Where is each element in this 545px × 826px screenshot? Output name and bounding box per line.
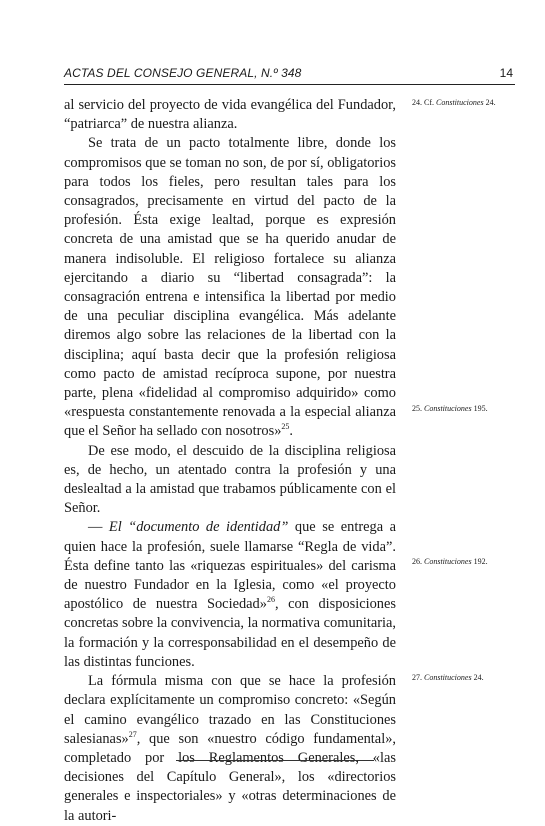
- footnote-ref-25: 25: [281, 422, 290, 432]
- section-heading-inline: El “documento de identidad”: [108, 519, 289, 536]
- paragraph-4: — El “documento de identidad” que se entrega a quien hace la profesión, suele llamarse “Regla de vida”. Ésta define tanto las «riquezas espirituales» del carisma de nuestro Fundador en la Iglesia, como «el proyecto apostólico de nuestra Sociedad»$^{26}$, con disposiciones concretas sobre la convivencia, la normativa comunitaria, la formación y la corresponsabilidad en el desempeño de las distintas funciones.: [64, 519, 396, 670]
- margin-note-27: 27. Constituciones 24.: [412, 673, 484, 682]
- paragraph-5: La fórmula misma con que se hace la profesión declara explícitamente un compromiso concreto: «Según el camino evangélico trazado en las Constituciones salesianas»$^{27}$, que son «nuestro código fundamental», completado por los Reglamentos Generales, «las decisiones del Capítulo General», los «directorios generales e inspectoriales» y «otras determinaciones de la autori-: [64, 673, 396, 824]
- footer-rule: [176, 760, 374, 761]
- paragraph-1: al servicio del proyecto de vida evangélica del Fundador, “patriarca” de nuestra alianza.: [64, 97, 396, 133]
- margin-note-25: 25. Constituciones 195.: [412, 404, 488, 413]
- margin-note-26: 26. Constituciones 192.: [412, 557, 488, 566]
- paragraph-2: Se trata de un pacto totalmente libre, donde los compromisos que se toman no son, de por sí, obligatorios para todos los fieles, pero resultan tales para los consagrados, precisamente en virtud del pacto de la profesión. Ésta exige lealtad, porque es expresión concreta de una amistad que se ha querido anudar de manera indisoluble. El religioso fortalece su alianza ejercitando a diario su “libertad consagrada”: la consagración entrena e intensifica la libertad por medio de una peculiar disciplina evangélica. Más adelante diremos algo sobre las relaciones de la libertad con la disciplina; aquí basta decir que la profesión religiosa como pacto de amistad recíproca supone, por nuestra parte, plena «fidelidad al compromiso adquirido» como «respuesta constantemente renovada a la especial alianza que el Señor ha sellado con nosotros»$^{25}$.: [64, 135, 396, 440]
- footnote-ref-26: 26: [266, 595, 275, 605]
- paragraph-3: De ese modo, el descuido de la disciplina religiosa es, de hecho, un atentado contra la profesión y una deslealtad a la amistad que trabamos públicamente con el Señor.: [64, 442, 396, 517]
- journal-title: ACTAS DEL CONSEJO GENERAL, N.º 348: [64, 66, 302, 80]
- footnote-ref-27: 27: [128, 729, 137, 739]
- page-number: 14: [499, 66, 513, 80]
- margin-note-24: 24. Cf. Constituciones 24.: [412, 98, 496, 107]
- running-header: [64, 64, 515, 85]
- main-text: [64, 96, 396, 826]
